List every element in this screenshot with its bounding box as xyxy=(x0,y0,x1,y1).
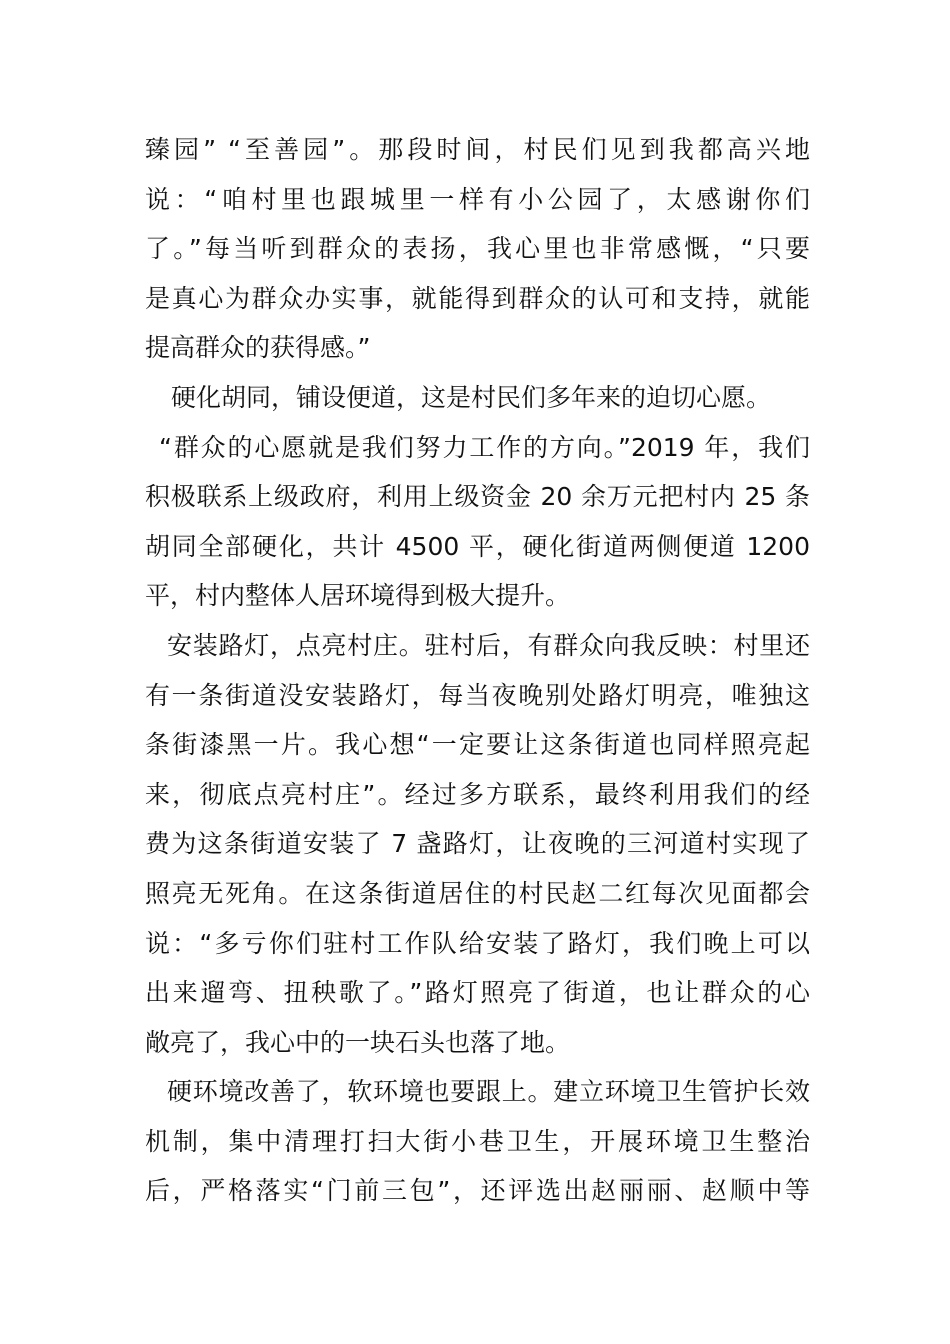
text-line: 积极联系上级政府，利用上级资金 20 余万元把村内 25 条 xyxy=(145,482,810,512)
text-line: “群众的心愿就是我们努力工作的方向。”2019 年，我们 xyxy=(159,432,810,462)
text-line: 机制，集中清理打扫大街小巷卫生，开展环境卫生整治 xyxy=(145,1126,810,1156)
text-line: 条街漆黑一片。我心想“一定要让这条街道也同样照亮起 xyxy=(145,730,810,760)
document-body xyxy=(145,125,810,1216)
text-line: 硬环境改善了，软环境也要跟上。建立环境卫生管护长效 xyxy=(167,1077,810,1107)
text-line: 来，彻底点亮村庄”。经过多方联系，最终利用我们的经 xyxy=(145,779,810,809)
text-line: 胡同全部硬化，共计 4500 平，硬化街道两侧便道 1200 xyxy=(145,531,810,561)
text-line: 硬化胡同，铺设便道，这是村民们多年来的迫切心愿。 xyxy=(171,382,772,412)
text-line: 照亮无死角。在这条街道居住的村民赵二红每次见面都会 xyxy=(145,878,810,908)
text-line: 臻园” “至善园”。那段时间，村民们见到我都高兴地 xyxy=(145,135,810,164)
text-line: 平，村内整体人居环境得到极大提升。 xyxy=(145,581,571,611)
text-line: 后，严格落实“门前三包”，还评选出赵丽丽、赵顺中等 xyxy=(145,1176,810,1206)
text-line: 是真心为群众办实事，就能得到群众的认可和支持，就能 xyxy=(145,283,810,313)
text-line: 了。”每当听到群众的表扬，我心里也非常感慨，“只要 xyxy=(145,234,810,264)
text-line: 出来遛弯、扭秧歌了。”路灯照亮了街道，也让群众的心 xyxy=(145,978,810,1008)
text-line: 说：“咱村里也跟城里一样有小公园了，太感谢你们 xyxy=(145,184,810,214)
text-line: 提高群众的获得感。” xyxy=(145,333,371,363)
text-line: 安装路灯，点亮村庄。驻村后，有群众向我反映：村里还 xyxy=(167,630,810,660)
text-line: 敞亮了，我心中的一块石头也落了地。 xyxy=(145,1027,571,1057)
text-line: 费为这条街道安装了 7 盏路灯，让夜晚的三河道村实现了 xyxy=(145,829,810,859)
text-line: 说：“多亏你们驻村工作队给安装了路灯，我们晚上可以 xyxy=(145,928,810,958)
text-line: 有一条街道没安装路灯，每当夜晚别处路灯明亮，唯独这 xyxy=(145,680,810,710)
